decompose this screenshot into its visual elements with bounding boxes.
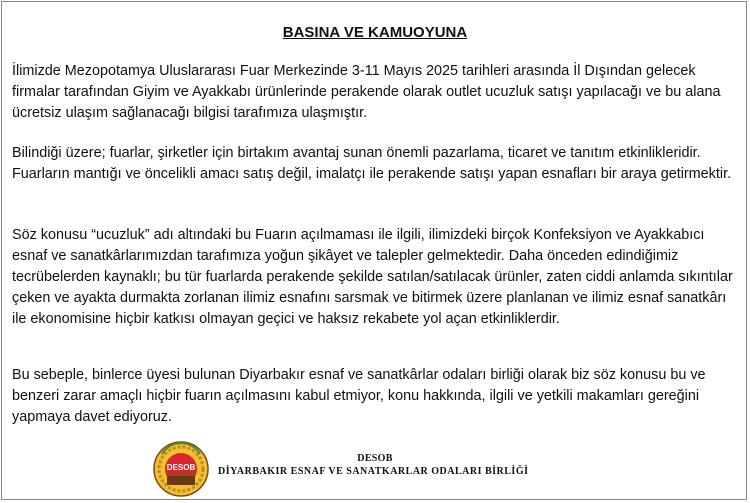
desob-logo — [150, 440, 212, 498]
paragraph-1: İlimizde Mezopotamya Uluslararası Fuar Merkezinde 3-11 Mayıs 2025 tarihleri arasında İl Dışından gelecek firmalar tarafından Giyim ve Ayakkabı ürünlerinde perakende olarak outlet ucuzluk satışı yapılacağı ve bu alana ücretsiz ulaşım sağlanacağı bilgisi tarafımıza ulaşmıştır. — [12, 63, 721, 121]
paragraph-4: Bu sebeple, binlerce üyesi bulunan Diyarbakır esnaf ve sanatkârlar odaları birliği olarak biz söz konusu bu ve benzeri zarar amaçlı hiçbir fuarın açılmasını kabul etmiyor, konu hakkında, ilgili ve yetkili makamları gereğini yapmaya davet ediyoruz. — [12, 367, 706, 425]
logo-lettering: DESOB — [166, 463, 196, 472]
signature-abbreviation: DESOB — [357, 453, 393, 464]
signature-organization: DİYARBAKIR ESNAF VE SANATKARLAR ODALARI BİRLİĞİ — [218, 466, 529, 477]
document-title: BASINA VE KAMUOYUNA — [282, 24, 468, 41]
paragraph-2: Bilindiği üzere; fuarlar, şirketler için birtakım avantaj sunan önemli pazarlama, ticaret ve tanıtım etkinlikleridir. Fuarların mantığı ve öncelikli amacı satış değil, imalatçı ile perakende satışı yapan esnafları bir araya getirmektir. — [12, 145, 732, 182]
paragraph-3: Söz konusu “ucuzluk” adı altındaki bu Fuarın açılmaması ile ilgili, ilimizdeki birçok Konfeksiyon ve Ayakkabıcı esnaf ve sanatkârlarımızdan tarafımıza yoğun şikâyet ve talepler gelmektedir. Daha önceden edindiğimiz tecrübelerden kaynaklı; bu tür fuarlarda perakende şekilde satılan/satılacak ürünler, zaten ciddi anlamda sıkıntılar çeken ve ayakta durmakta zorlanan ilimiz esnafını sarsmak ve bitirmek üzere planlanan ve ilimiz esnaf sanatkârı ile ekonomisine hiçbir katkısı olmayan geçici ve haksız rekabete yol açan etkinliklerdir. — [12, 227, 733, 327]
